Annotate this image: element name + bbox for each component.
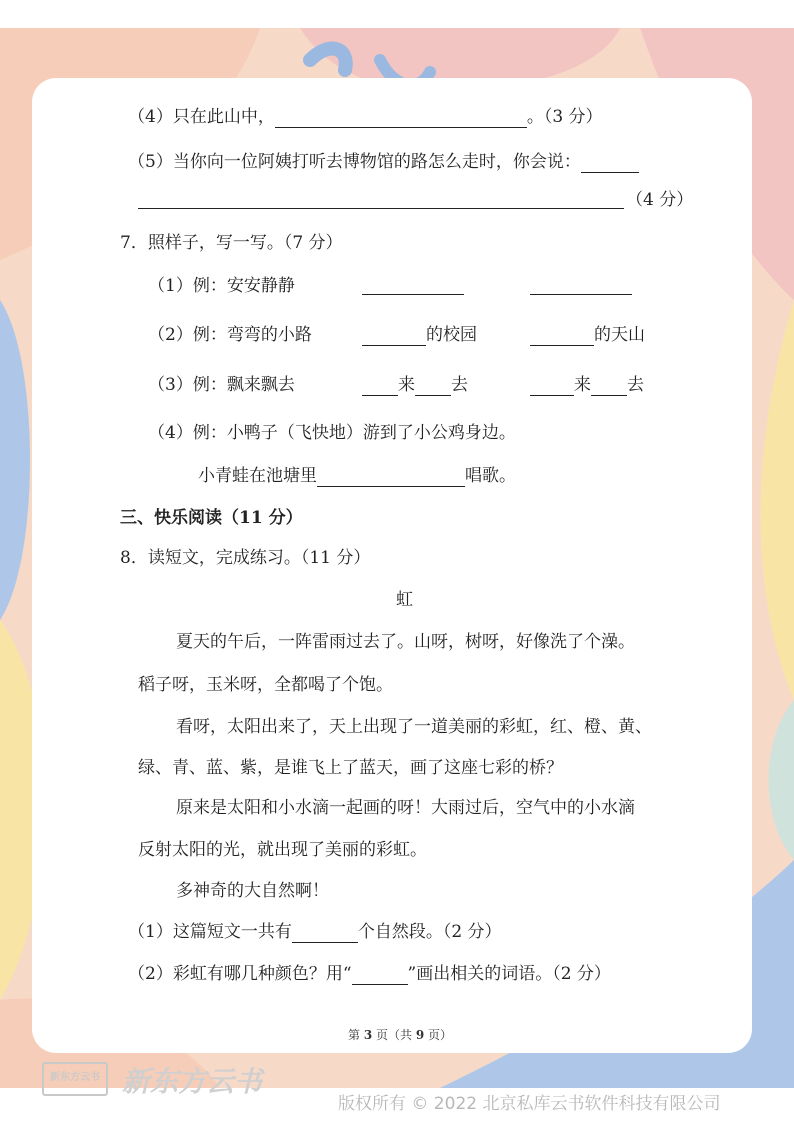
answer-blank[interactable] [415,377,451,396]
q8-sub2: （2）彩虹有哪几种颜色？用“ ”画出相关的词语。（2 分） [128,964,611,984]
passage-line: 原来是太阳和小水滴一起画的呀！大雨过后，空气中的小水滴 [176,798,635,818]
answer-blank[interactable] [530,294,632,295]
passage-line: 多神奇的大自然啊！ [176,881,329,901]
q7-ex4: （4）例：小鸭子（飞快地）游到了小公鸡身边。 [148,423,516,443]
q6-item4: （4）只在此山中， 。（3 分） [128,107,603,127]
q7-ex2-fill1: 的校园 [362,324,477,346]
answer-blank[interactable] [317,468,465,487]
q7-title: 7．照样子，写一写。（7 分） [120,233,343,253]
q7-ex3-fill2: 来 去 [530,374,644,396]
passage-line: 夏天的午后，一阵雷雨过去了。山呀，树呀，好像洗了个澡。 [176,632,635,652]
answer-blank[interactable] [275,109,527,128]
q7-ex4-fill: 小青蛙在池塘里 唱歌。 [198,466,516,486]
answer-blank[interactable] [530,327,594,346]
passage-title: 虹 [396,590,413,610]
answer-blank[interactable] [530,377,574,396]
section-heading: 三、快乐阅读（11 分） [120,508,303,528]
answer-blank[interactable] [591,377,627,396]
passage-line: 反射太阳的光，就出现了美丽的彩虹。 [138,840,427,860]
q7-ex3: （3）例：飘来飘去 [148,375,295,395]
copyright-notice: 版权所有 © 2022 北京私库云书软件科技有限公司 [338,1094,721,1114]
q7-ex3-fill1: 来 去 [362,374,468,396]
answer-blank[interactable] [292,924,358,943]
answer-blank[interactable] [362,294,464,295]
logo-text: 新东方云书 [122,1065,263,1098]
q7-ex2: （2）例：弯弯的小路 [148,325,312,345]
answer-blank[interactable] [581,154,639,173]
q8-sub1: （1）这篇短文一共有 个自然段。（2 分） [128,922,502,942]
q6-item5: （5）当你向一位阿姨打听去博物馆的路怎么走时，你会说： [128,151,639,173]
q8-title: 8．读短文，完成练习。（11 分） [120,548,371,568]
answer-blank[interactable] [362,377,398,396]
passage-line: 看呀，太阳出来了，天上出现了一道美丽的彩虹，红、橙、黄、 [176,717,652,737]
book-icon: 新东方云书 [42,1062,108,1096]
answer-blank[interactable] [352,966,408,985]
answer-line[interactable] [138,208,624,209]
q6-item5-points: （4 分） [626,190,694,210]
q7-ex1: （1）例：安安静静 [148,276,295,296]
passage-line: 稻子呀，玉米呀，全都喝了个饱。 [138,675,393,695]
q7-ex2-fill2: 的天山 [530,324,645,346]
publisher-logo [42,1060,272,1096]
answer-blank[interactable] [362,327,426,346]
page-number: 第 3 页（共 9 页） [348,1028,453,1042]
passage-line: 绿、青、蓝、紫，是谁飞上了蓝天，画了这座七彩的桥？ [138,758,563,778]
